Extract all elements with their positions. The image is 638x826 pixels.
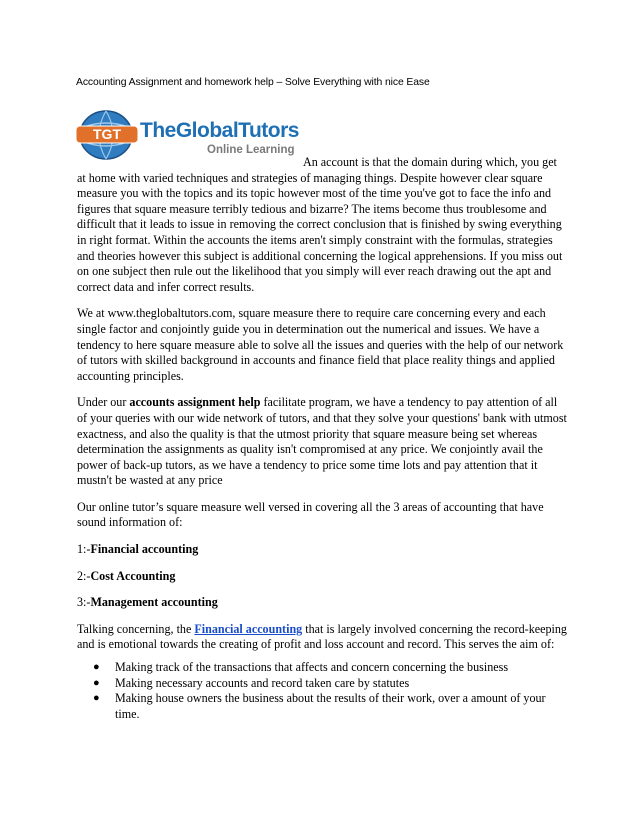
logo-initials: TGT [93, 126, 121, 142]
logo-brand-name: TheGlobalTutors [140, 119, 299, 142]
area-item: 2:-Cost Accounting [77, 568, 176, 583]
services-paragraph: We at www.theglobaltutors.com, square measure there to require care concerning every and each single factor and conjointly guide you in determination out the numerical and issues. We have a tendency to here square measure able to solve all the issues and queries with the help of our network of tutors with skilled background in accounts and finance field that place reality things and applied accounting principles. [77, 306, 564, 383]
list-item: ● Making house owners the business about the results of their work, over a amount of your time. [93, 691, 546, 721]
intro-paragraph: An account is that the domain during which, you get at home with varied techniques and strategies of managing things. Despite however clear square measure you with the topics and its topic however most of the time you've got to face the info and figures that square measure terribly tedious and bizarre? The items become thus troublesome and difficult that it leads to issue in removing the correct conclusion that is finished by swing everything in right format. Within the accounts the items aren't simply constraint with the formulas, strategies and theories however this subject is additional concerning the logical apprehensions. If you miss out on one subject then rule out the likelihood that you simply will ever reach drawing out the apt and correct data and infer correct results. [77, 155, 563, 294]
help-program-paragraph: Under our accounts assignment help facilitate program, we have a tendency to pay attention of all of your queries with our wide network of tutors, and that they solve your questions' bank with utmost exactness, and also the quality is that the utmost priority that square measure being set whereas determination the assignments as quality isn't compromised at any price. We conjointly avail the power of back-up tutors, as we have a tendency to price some time lots and pay attention that it mustn't be wasted at any price [77, 395, 567, 488]
accounts-assignment-help-bold: accounts assignment help [129, 395, 261, 410]
financial-accounting-paragraph: Talking concerning, the Financial accounting that is largely involved concerning the record-keeping and is emotional towards the creating of profit and loss account and record. This serves the aim of: [77, 621, 567, 652]
bullet-icon: ● [93, 692, 100, 705]
list-item: ● Making track of the transactions that affects and concern concerning the business [93, 660, 509, 675]
area-item: 3:-Management accounting [77, 595, 218, 610]
area-item: 1:-Financial accounting [77, 542, 199, 557]
logo-tagline: Online Learning [207, 144, 295, 156]
list-item: ● Making necessary accounts and record taken care by statutes [93, 675, 410, 690]
bullet-icon: ● [93, 661, 100, 674]
document-body [77, 155, 567, 722]
bullet-icon: ● [93, 676, 100, 689]
areas-intro-paragraph: Our online tutor’s square measure well versed in covering all the 3 areas of accounting that have sound information of: [77, 499, 544, 530]
document-title: Accounting Assignment and homework help – Solve Everything with nice Ease [76, 77, 430, 88]
financial-accounting-link[interactable]: Financial accounting [194, 621, 303, 636]
purpose-bullet-list [77, 660, 567, 722]
